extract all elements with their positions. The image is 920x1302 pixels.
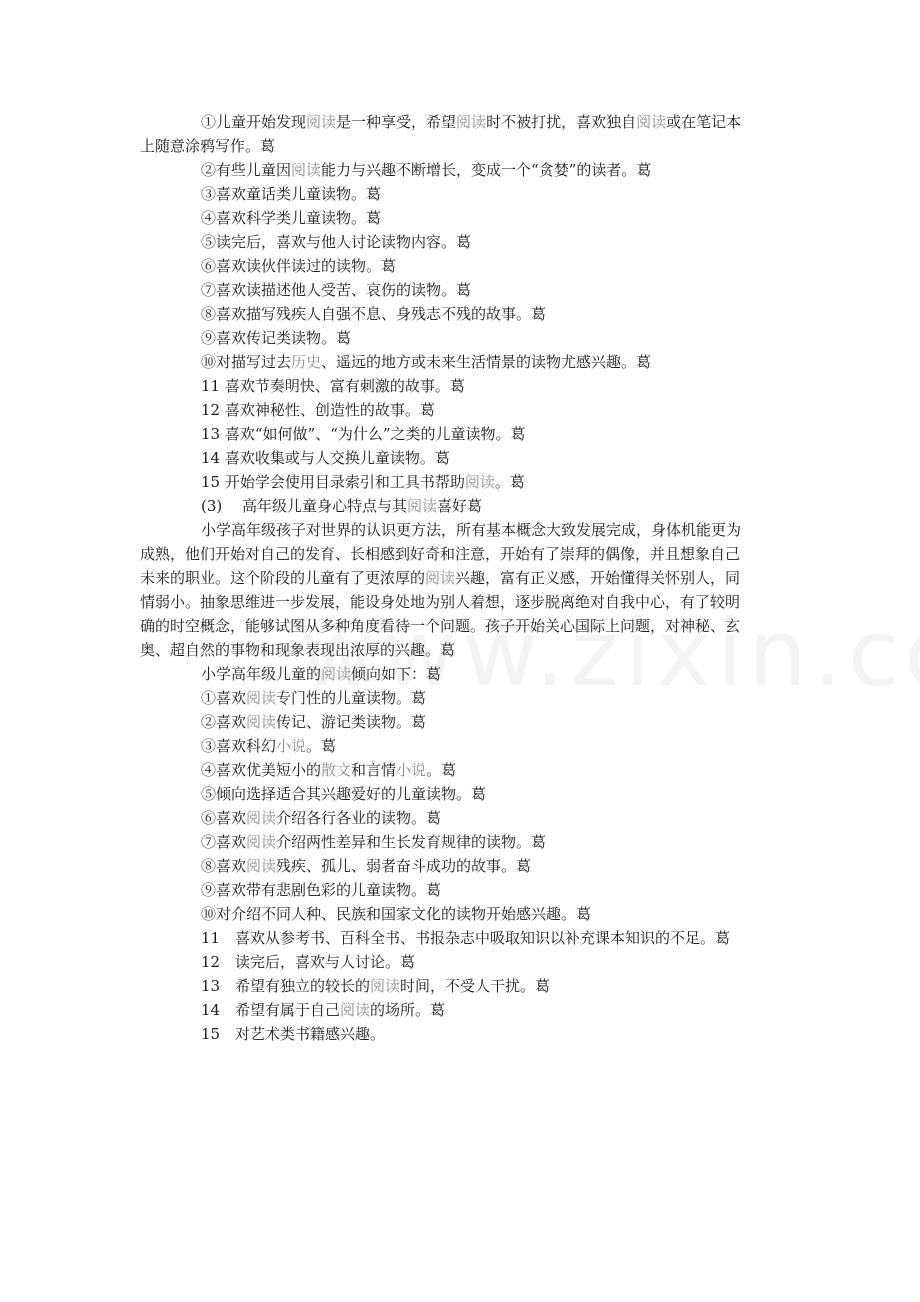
text-segment: 残疾、孤儿、弱者奋斗成功的故事。葛 <box>276 857 532 875</box>
list-number: 11 <box>201 929 221 947</box>
text-segment: (3) 高年级儿童身心特点与其 <box>201 497 408 515</box>
text-line <box>140 950 790 974</box>
text-segment: 倾向如下：葛 <box>351 665 442 683</box>
text-segment: ③喜欢童话类儿童读物。葛 <box>201 185 382 203</box>
text-segment: 情弱小。抽象思维进一步发展，能设身处地为别人着想，逐步脱离绝对自我中心，有了较明 <box>140 593 741 611</box>
highlighted-term: 散文 <box>321 761 352 779</box>
text-segment: 奥、超自然的事物和现象表现出浓厚的兴趣。葛 <box>140 641 456 659</box>
text-segment: 希望有独立的较长的 <box>235 977 371 995</box>
text-segment: 12 喜欢神秘性、创造性的故事。葛 <box>201 401 435 419</box>
text-segment: 成熟，他们开始对自己的发育、长相感到好奇和注意，开始有了崇拜的偶像，并且想象自己 <box>140 545 741 563</box>
highlighted-term: 阅读 <box>246 689 277 707</box>
text-line <box>140 734 790 758</box>
highlighted-term: 阅读 <box>456 113 487 131</box>
text-segment: 和言情 <box>351 761 397 779</box>
text-segment: 读完后，喜欢与人讨论。葛 <box>235 953 416 971</box>
text-segment: 是一种享受，希望 <box>336 113 457 131</box>
text-segment: 上随意涂鸦写作。葛 <box>140 137 276 155</box>
text-segment: 13 喜欢“如何做”、“为什么”之类的儿童读物。葛 <box>201 425 526 443</box>
text-segment: 希望有属于自己 <box>235 1001 341 1019</box>
text-segment: 小学高年级孩子对世界的认识更方法，所有基本概念大致发展完成，身体机能更为 <box>201 521 742 539</box>
text-line <box>140 1022 790 1046</box>
text-segment: ⑦喜欢读描述他人受苦、哀伤的读物。葛 <box>201 281 472 299</box>
text-segment: ②喜欢 <box>201 713 247 731</box>
highlighted-term: 阅读 <box>306 113 337 131</box>
text-line <box>140 662 790 686</box>
text-segment: ④喜欢优美短小的 <box>201 761 322 779</box>
text-line <box>140 926 790 950</box>
text-segment: 或在笔记本 <box>666 113 742 131</box>
text-segment: 的场所。葛 <box>370 1001 446 1019</box>
text-segment: 小学高年级儿童的 <box>201 665 322 683</box>
highlighted-term: 小说 <box>276 737 307 755</box>
list-number: 12 <box>201 953 221 971</box>
text-segment: ⑨喜欢传记类读物。葛 <box>201 329 352 347</box>
text-line <box>140 134 790 158</box>
text-segment: ⑧喜欢 <box>201 857 247 875</box>
text-line <box>140 158 790 182</box>
list-number: 13 <box>201 977 221 995</box>
text-segment: 时间，不受人干扰。葛 <box>400 977 551 995</box>
text-segment: ⑥喜欢 <box>201 809 247 827</box>
text-line <box>140 230 790 254</box>
highlighted-term: 阅读 <box>291 161 322 179</box>
text-segment: 介绍各行各业的读物。葛 <box>276 809 442 827</box>
text-line <box>140 878 790 902</box>
text-line <box>140 710 790 734</box>
text-segment: 对艺术类书籍感兴趣。 <box>235 1025 386 1043</box>
text-line <box>140 974 790 998</box>
text-segment: 喜欢从参考书、百科全书、书报杂志中吸取知识以补充课本知识的不足。葛 <box>235 929 731 947</box>
highlighted-term: 历史 <box>291 353 322 371</box>
text-line <box>140 182 790 206</box>
highlighted-term: 阅读 <box>636 113 667 131</box>
text-segment: 专门性的儿童读物。葛 <box>276 689 427 707</box>
text-line <box>140 254 790 278</box>
text-segment: ⑩对介绍不同人种、民族和国家文化的读物开始感兴趣。葛 <box>201 905 592 923</box>
text-segment: 未来的职业。这个阶段的儿童有了更浓厚的 <box>140 569 426 587</box>
text-segment: 15 开始学会使用目录索引和工具书帮助 <box>201 473 465 491</box>
text-segment: 。葛 <box>494 473 525 491</box>
text-line <box>140 902 790 926</box>
text-line <box>140 446 790 470</box>
text-segment: 能力与兴趣不断增长，变成一个“贪婪”的读者。葛 <box>321 161 652 179</box>
highlighted-term: 阅读 <box>407 497 438 515</box>
text-line <box>140 302 790 326</box>
text-line <box>140 422 790 446</box>
text-line <box>140 470 790 494</box>
text-line <box>140 830 790 854</box>
text-segment: 14 喜欢收集或与人交换儿童读物。葛 <box>201 449 450 467</box>
text-segment: 介绍两性差异和生长发育规律的读物。葛 <box>276 833 547 851</box>
highlighted-term: 阅读 <box>321 665 352 683</box>
text-segment: 11 喜欢节奏明快、富有刺激的故事。葛 <box>201 377 465 395</box>
text-segment: 。葛 <box>426 761 457 779</box>
text-line <box>140 326 790 350</box>
text-line <box>140 854 790 878</box>
text-line <box>140 494 790 518</box>
text-line <box>140 806 790 830</box>
text-line <box>140 638 790 662</box>
text-segment: ⑤倾向选择适合其兴趣爱好的儿童读物。葛 <box>201 785 487 803</box>
text-line <box>140 686 790 710</box>
text-segment: ⑨喜欢带有悲剧色彩的儿童读物。葛 <box>201 881 442 899</box>
text-segment: ③喜欢科幻 <box>201 737 277 755</box>
text-segment: 确的时空概念，能够试图从多种角度看待一个问题。孩子开始关心国际上问题，对神秘、玄 <box>140 617 741 635</box>
highlighted-term: 阅读 <box>246 833 277 851</box>
highlighted-term: 阅读 <box>246 809 277 827</box>
text-line <box>140 614 790 638</box>
document-body <box>140 110 790 1046</box>
text-line <box>140 518 790 542</box>
text-line <box>140 566 790 590</box>
text-segment: ⑦喜欢 <box>201 833 247 851</box>
text-line <box>140 206 790 230</box>
list-number: 14 <box>201 1001 221 1019</box>
list-number: 15 <box>201 1025 221 1043</box>
text-line <box>140 998 790 1022</box>
highlighted-term: 阅读 <box>370 977 401 995</box>
highlighted-term: 阅读 <box>246 857 277 875</box>
text-line <box>140 110 790 134</box>
text-line <box>140 350 790 374</box>
text-segment: 喜好葛 <box>437 497 483 515</box>
text-segment: 。葛 <box>306 737 337 755</box>
highlighted-term: 阅读 <box>246 713 277 731</box>
text-segment: 时不被打扰，喜欢独自 <box>486 113 637 131</box>
text-line <box>140 398 790 422</box>
text-line <box>140 758 790 782</box>
highlighted-term: 小说 <box>396 761 427 779</box>
text-segment: ⑤读完后，喜欢与他人讨论读物内容。葛 <box>201 233 472 251</box>
text-segment: ①喜欢 <box>201 689 247 707</box>
text-segment: ④喜欢科学类儿童读物。葛 <box>201 209 382 227</box>
highlighted-term: 阅读 <box>340 1001 371 1019</box>
text-segment: 传记、游记类读物。葛 <box>276 713 427 731</box>
text-segment: ⑩对描写过去 <box>201 353 292 371</box>
text-segment: 兴趣，富有正义感，开始懂得关怀别人，同 <box>455 569 741 587</box>
text-line <box>140 374 790 398</box>
text-segment: ②有些儿童因 <box>201 161 292 179</box>
text-line <box>140 782 790 806</box>
text-line <box>140 542 790 566</box>
highlighted-term: 阅读 <box>464 473 495 491</box>
text-segment: ⑥喜欢读伙伴读过的读物。葛 <box>201 257 397 275</box>
highlighted-term: 阅读 <box>425 569 456 587</box>
text-segment: 、遥远的地方或未来生活情景的读物尤感兴趣。葛 <box>321 353 652 371</box>
text-segment: ⑧喜欢描写残疾人自强不息、身残志不残的故事。葛 <box>201 305 547 323</box>
text-line <box>140 278 790 302</box>
text-segment: ①儿童开始发现 <box>201 113 307 131</box>
text-line <box>140 590 790 614</box>
